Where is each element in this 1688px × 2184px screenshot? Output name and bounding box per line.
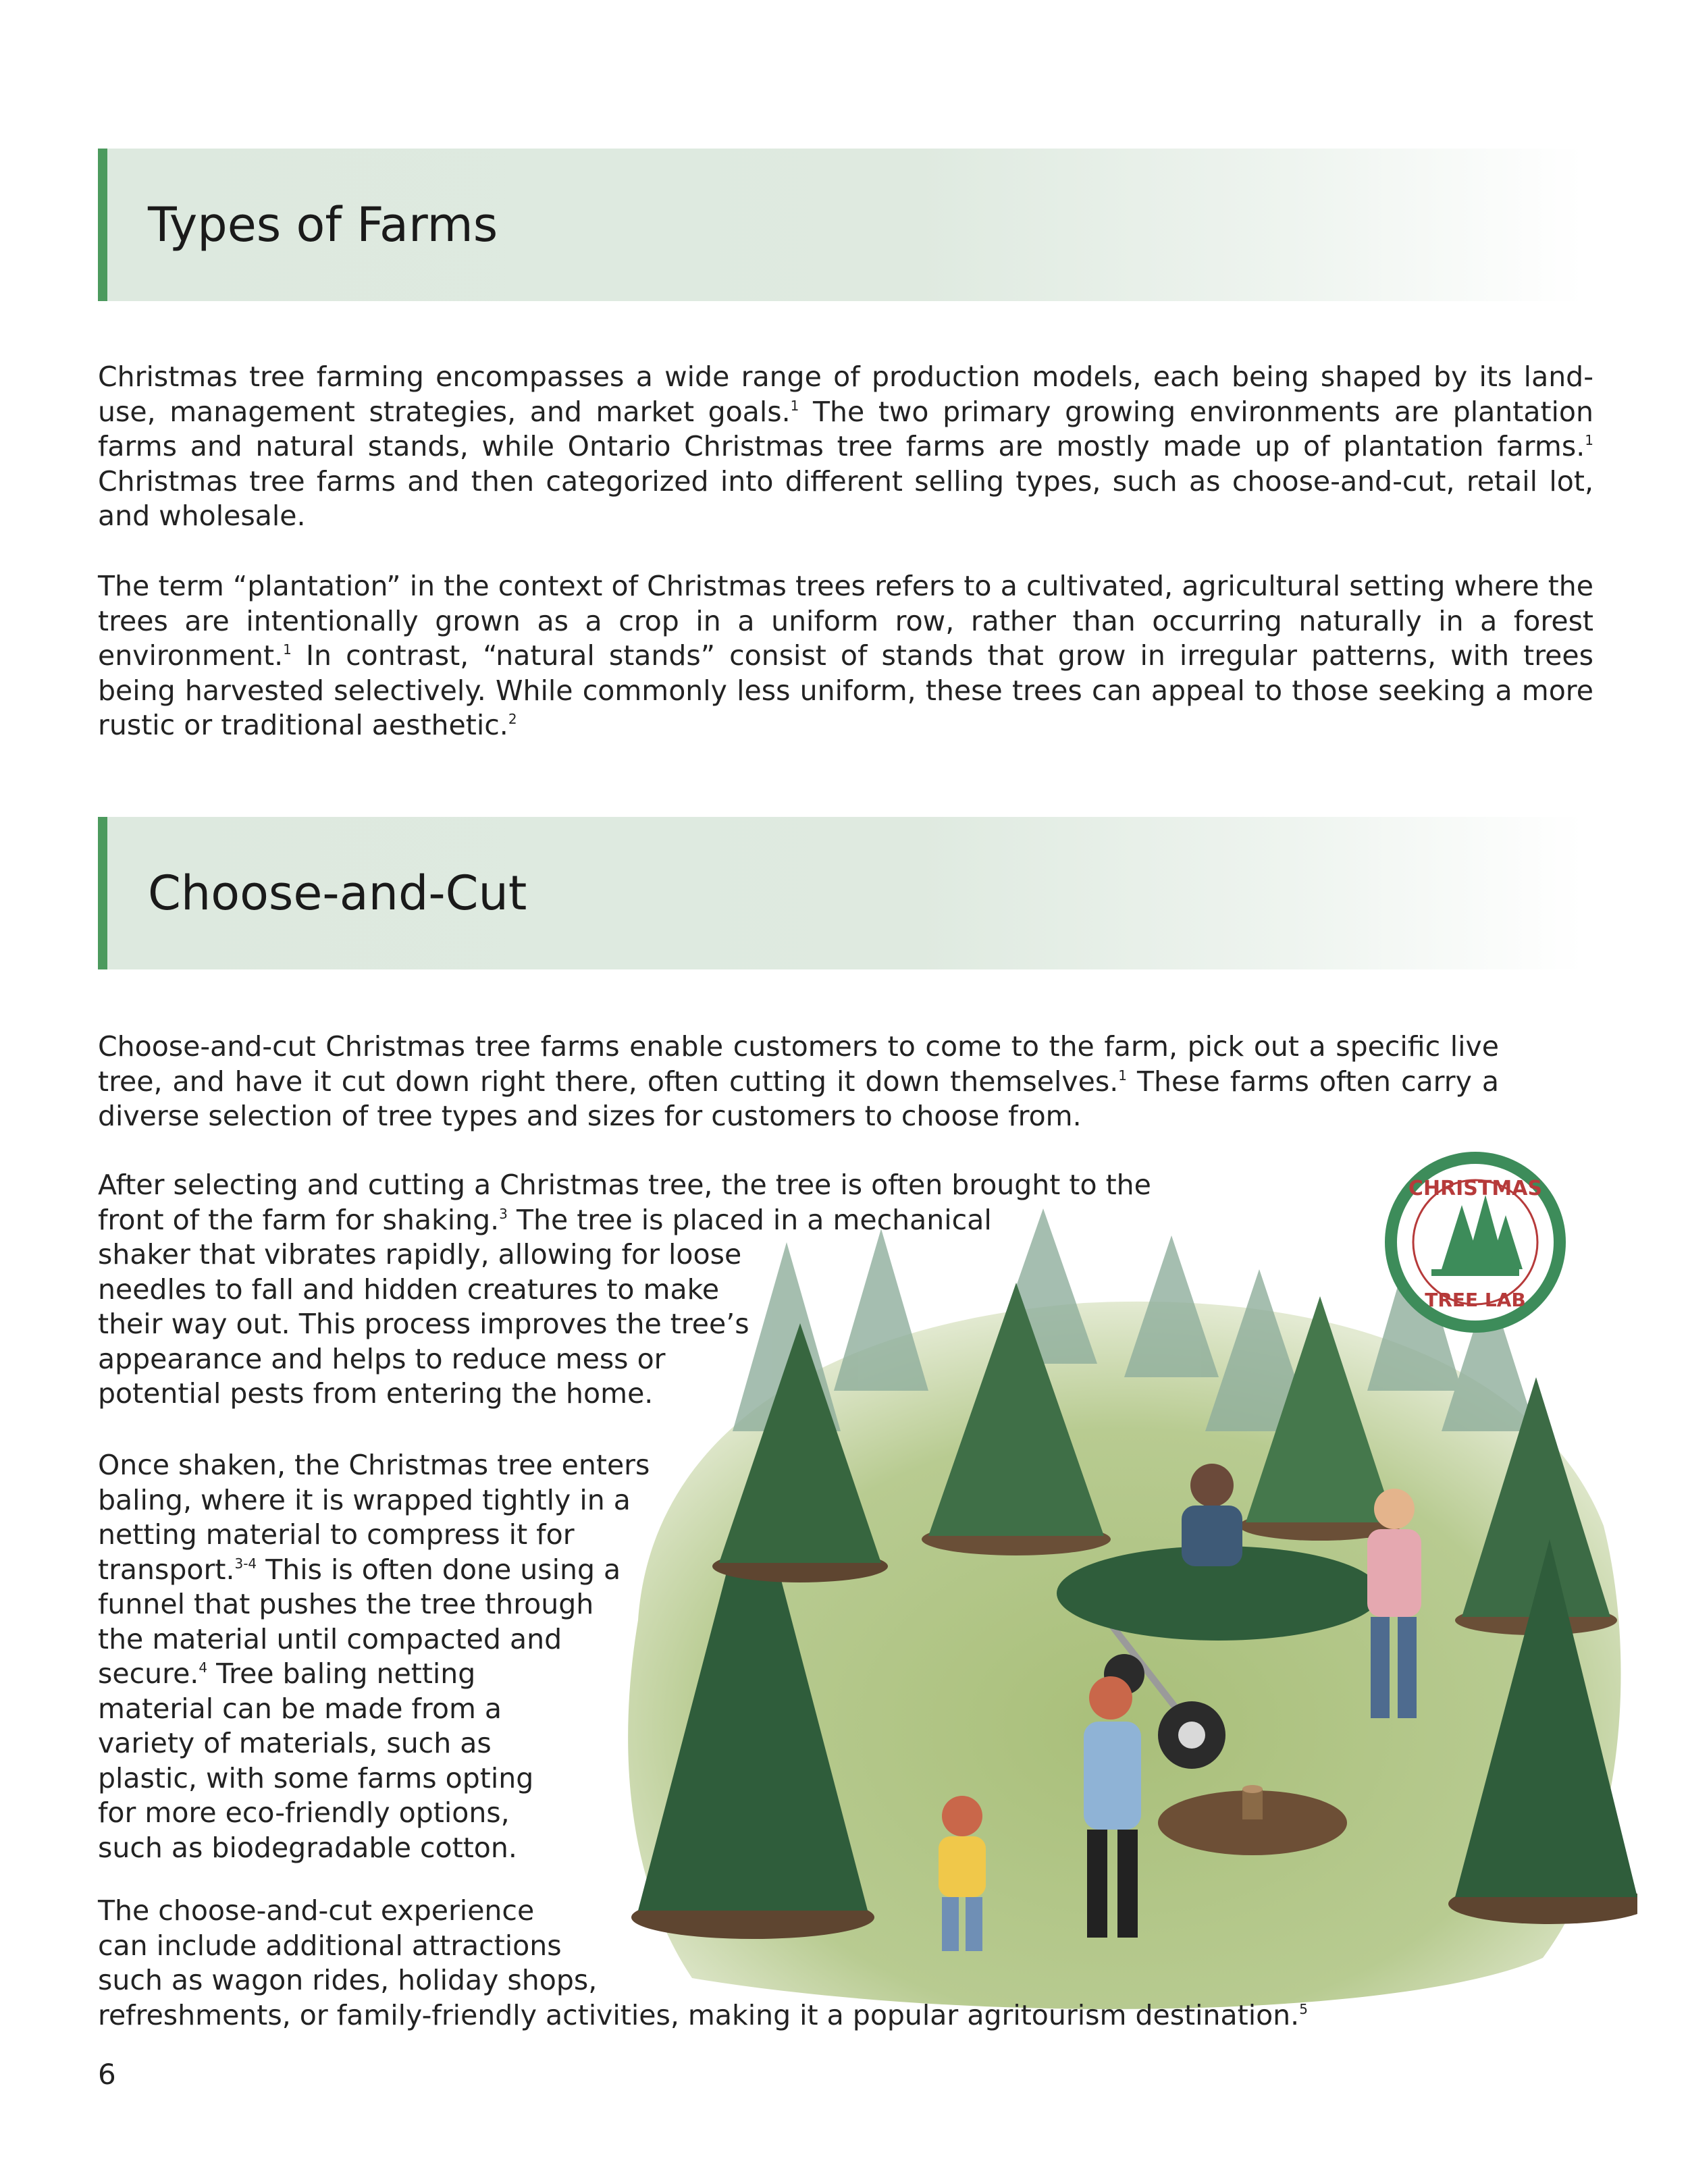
- section-heading: Types of Farms: [148, 197, 498, 252]
- section-header-choose-and-cut: [98, 817, 1583, 969]
- paragraph-baling: Once shaken, the Christmas tree enters baling, where it is wrapped tightly in a netting material to compress it for transport.$^{3-4}$ This is often done using a funnel that pushes the tree through the material until compacted and secure.$^4$ Tree baling netting material can be made from a variety of materials, such as plastic, with some farms opting for more eco-friendly options, such as biodegradable cotton.: [98, 1449, 650, 1864]
- paragraph-plantation: The term “plantation” in the context of Christmas trees refers to a cultivated, agricultural setting where the trees are intentionally grown as a crop in a uniform row, rather than occurring naturally in a forest environment.$^1$ In contrast, “natural stands” consist of stands that grow in irregular patterns, with trees being harvested selectively. While commonly less uniform, these trees can appeal to those seeking a more rustic or traditional aesthetic.$^2$: [98, 570, 1593, 741]
- section-heading: Choose-and-Cut: [148, 865, 527, 921]
- christmas-tree-lab-logo: [1391, 1158, 1560, 1327]
- paragraph-experience: The choose-and-cut experience can include additional attractions such as wagon rides, holiday shops, refreshments, or family-friendly activities, making it a popular agritourism destination.$^5$: [98, 1894, 1308, 2031]
- paragraph-shaking: After selecting and cutting a Christmas tree, the tree is often brought to the front of the farm for shaking.$^3$ The tree is placed in a mechanical shaker that vibrates rapidly, allowing for loose needles to fall and hidden creatures to make their way out. This process improves the tree’s appearance and helps to reduce mess or potential pests from entering the home.: [98, 1169, 1151, 1410]
- paragraph-choose-and-cut-intro: Choose-and-cut Christmas tree farms enable customers to come to the farm, pick out a specific live tree, and have it cut down right there, often cutting it down themselves.$^1$ These farms often carry a diverse selection of tree types and sizes for customers to choose from.: [98, 1030, 1499, 1132]
- page-number: 6: [98, 2058, 116, 2091]
- logo-top-text: CHRISTMAS: [1408, 1177, 1543, 1200]
- logo-bottom-text: TREE LAB: [1425, 1289, 1526, 1311]
- section-header-types-of-farms: [98, 149, 1583, 301]
- paragraph-farming-models: Christmas tree farming encompasses a wide range of production models, each being shaped by its land-use, management strategies, and market goals.$^1$ The two primary growing environments are plantation farms and natural stands, while Ontario Christmas tree farms are mostly made up of plantation farms.$^1$ Christmas tree farms and then categorized into different selling types, such as choose-and-cut, retail lot, and wholesale.: [98, 361, 1593, 532]
